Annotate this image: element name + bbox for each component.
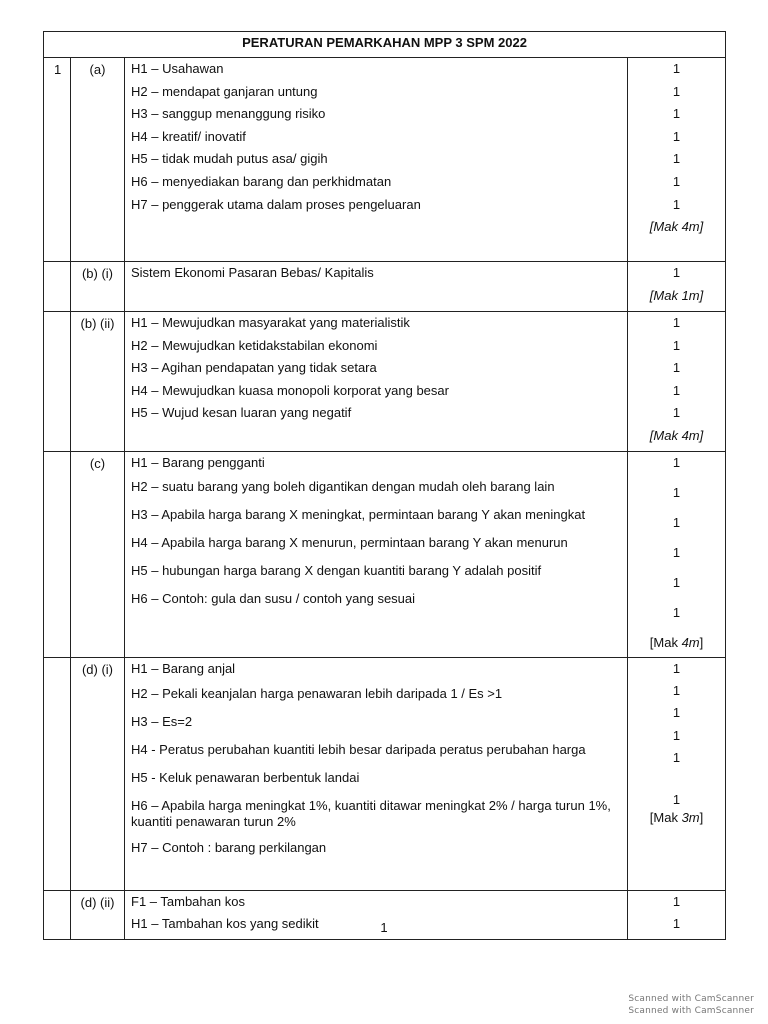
part-label: (d) (ii): [71, 890, 125, 939]
answer-item: H4 - Peratus perubahan kuantiti lebih besar daripada peratus perubahan harga: [131, 741, 586, 757]
marks-column: [628, 312, 726, 452]
mark-value: 1: [672, 660, 681, 676]
max-mark: [Mak 1m]: [649, 287, 704, 303]
part-label: (a): [71, 58, 125, 262]
answer-items: [125, 262, 628, 312]
mark-value: 1: [672, 106, 681, 122]
marks-column: [628, 657, 726, 890]
answer-items: [125, 657, 628, 890]
answer-item: H5 – Wujud kesan luaran yang negatif: [131, 405, 352, 421]
mark-value: 1: [672, 196, 681, 212]
mark-value: 1: [672, 405, 681, 421]
mark-value: 1: [672, 61, 681, 76]
answer-item: H3 – Agihan pendapatan yang tidak setara: [131, 360, 377, 376]
marks-column: [628, 58, 726, 262]
answer-item: H6 – Apabila harga meningkat 1%, kuantiti ditawar meningkat 2% / harga turun 1%, kuantiti penawaran turun 2%: [131, 797, 611, 829]
section-c: [44, 451, 726, 657]
answer-item: H2 – mendapat ganjaran untung: [131, 83, 318, 99]
mark-value: 1: [672, 315, 681, 330]
answer-item: H1 – Mewujudkan masyarakat yang materialistik: [131, 315, 410, 330]
mark-value: 1: [672, 128, 681, 144]
part-label: (b) (i): [71, 262, 125, 312]
mark-value: 1: [672, 337, 681, 353]
mark-value: 1: [672, 382, 681, 398]
answer-item: H4 – Mewujudkan kuasa monopoli korporat yang besar: [131, 382, 449, 398]
title-row: [44, 32, 726, 58]
answer-item: H1 – Tambahan kos yang sedikit: [131, 916, 319, 932]
page-number: 1: [380, 920, 388, 935]
marks-column: [628, 451, 726, 657]
mark-value: 1: [672, 916, 681, 932]
scanner-watermark: Scanned with CamScanner: [628, 1006, 754, 1016]
answer-item: H4 – kreatif/ inovatif: [131, 128, 246, 144]
answer-item: H6 – menyediakan barang dan perkhidmatan: [131, 173, 392, 189]
scanner-watermark: Scanned with CamScanner: [628, 994, 754, 1004]
section-b-i: [44, 262, 726, 312]
mark-value: 1: [672, 792, 681, 808]
mark-value: 1: [672, 893, 681, 909]
max-mark: [Mak 4m]: [649, 427, 704, 443]
answer-item: H2 – suatu barang yang boleh digantikan dengan mudah oleh barang lain: [131, 479, 555, 495]
answer-item: H7 – Contoh : barang perkilangan: [131, 839, 327, 855]
mark-value: 1: [672, 454, 681, 470]
max-mark: [Mak 4m]: [649, 219, 704, 235]
mark-value: 1: [672, 173, 681, 189]
answer-item: H1 – Barang pengganti: [131, 454, 265, 470]
answer-item: H6 – Contoh: gula dan susu / contoh yang sesuai: [131, 591, 416, 607]
section-d-i: [44, 657, 726, 890]
mark-value: 1: [672, 705, 681, 721]
section-b-ii: [44, 312, 726, 452]
mark-value: 1: [672, 682, 681, 698]
part-label: (d) (i): [71, 657, 125, 890]
answer-items: [125, 312, 628, 452]
max-mark: [Mak 4m]: [649, 634, 704, 650]
mark-value: 1: [672, 750, 681, 766]
answer-items: [125, 451, 628, 657]
answer-item: H7 – penggerak utama dalam proses pengeluaran: [131, 196, 421, 212]
mark-value: 1: [672, 484, 681, 500]
answer-item: H5 – hubungan harga barang X dengan kuantiti barang Y adalah positif: [131, 563, 542, 579]
mark-value: 1: [672, 604, 681, 620]
document-title: PERATURAN PEMARKAHAN MPP 3 SPM 2022: [44, 32, 726, 58]
answer-item: F1 – Tambahan kos: [131, 893, 245, 909]
answer-item: H4 – Apabila harga barang X menurun, permintaan barang Y akan menurun: [131, 535, 568, 551]
answer-item: H3 – Apabila harga barang X meningkat, permintaan barang Y akan meningkat: [131, 507, 586, 523]
answer-item: H3 – Es=2: [131, 713, 193, 729]
mark-value: 1: [672, 360, 681, 376]
answer-item: H5 – tidak mudah putus asa/ gigih: [131, 151, 328, 167]
answer-item: H2 – Pekali keanjalan harga penawaran lebih daripada 1 / Es >1: [131, 685, 503, 701]
part-label: (b) (ii): [71, 312, 125, 452]
question-number: 1: [44, 58, 71, 262]
answer-item: H1 – Barang anjal: [131, 660, 236, 676]
mark-value: 1: [672, 265, 681, 280]
mark-value: 1: [672, 574, 681, 590]
answer-items: [125, 58, 628, 262]
answer-item: H5 - Keluk penawaran berbentuk landai: [131, 769, 360, 785]
mark-value: 1: [672, 727, 681, 743]
answer-item: H1 – Usahawan: [131, 61, 224, 76]
mark-value: 1: [672, 514, 681, 530]
max-mark: [Mak 3m]: [649, 810, 704, 826]
section-a: [44, 58, 726, 262]
answer-item: Sistem Ekonomi Pasaran Bebas/ Kapitalis: [131, 265, 374, 280]
mark-value: 1: [672, 544, 681, 560]
answer-item: H2 – Mewujudkan ketidakstabilan ekonomi: [131, 337, 378, 353]
mark-value: 1: [672, 151, 681, 167]
marking-scheme-table: [43, 31, 726, 940]
part-label: (c): [71, 451, 125, 657]
marks-column: [628, 262, 726, 312]
mark-value: 1: [672, 83, 681, 99]
answer-item: H3 – sanggup menanggung risiko: [131, 106, 326, 122]
